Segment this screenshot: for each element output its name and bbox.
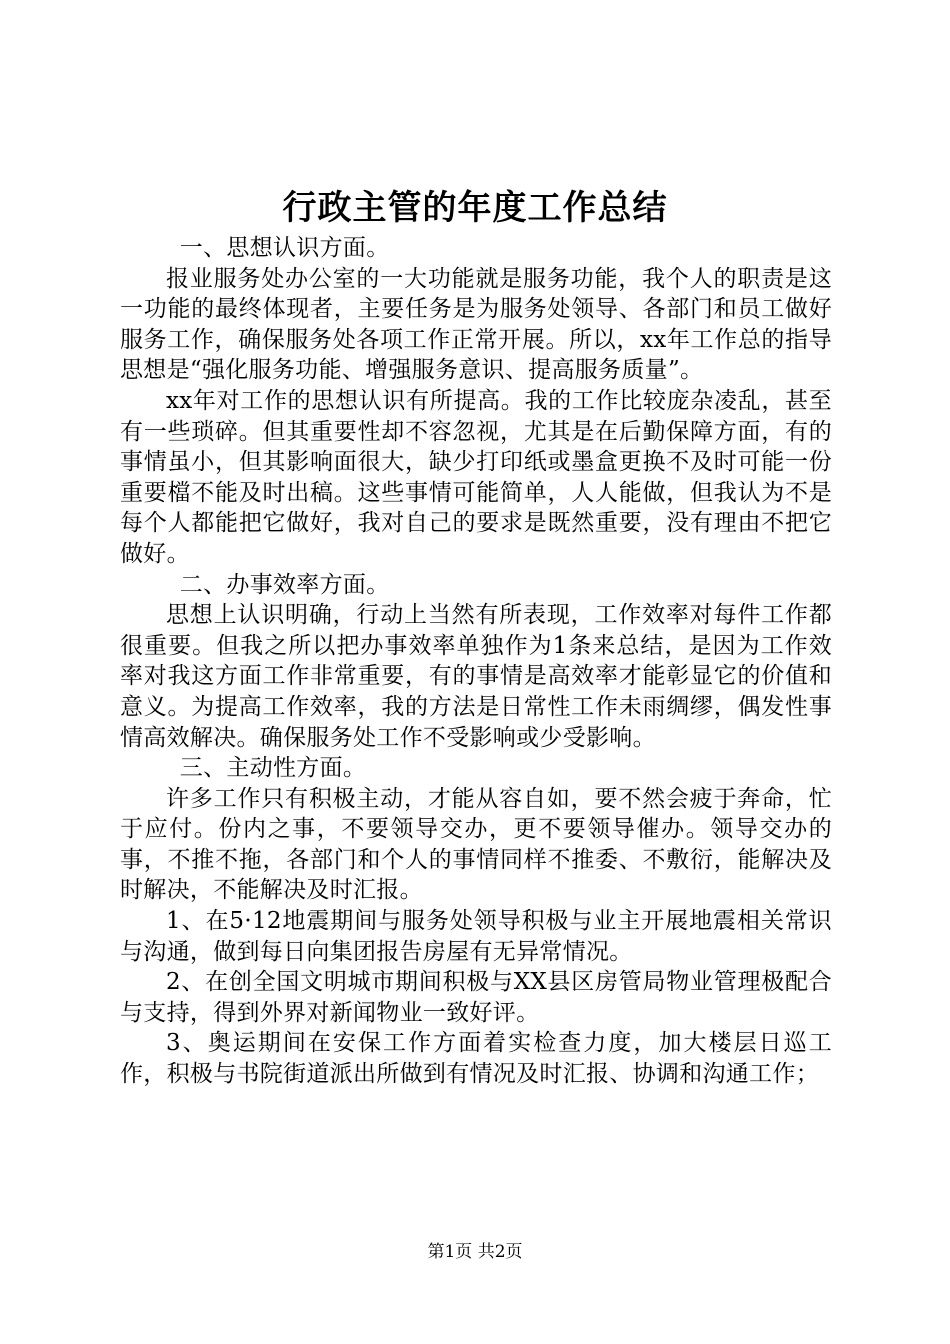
document-title: 行政主管的年度工作总结 <box>282 188 668 228</box>
list-item: 2、在创全国文明城市期间积极与XX县区房管局物业管理极配合与支持，得到外界对新闻物业一致好评。 <box>120 969 832 1026</box>
section-heading: 二、办事效率方面。 <box>179 571 390 598</box>
paragraph: 思想上认识明确，行动上当然有所表现，工作效率对每件工作都很重要。但我之所以把办事效率单独作为1条来总结，是因为工作效率对我这方面工作非常重要，有的事情是高效率才能彰显它的价值和意义。为提高工作效率，我的方法是日常性工作未雨绸缪，偶发性事情高效解决。确保服务处工作不受影响或少受影响。 <box>120 602 832 751</box>
list-item: 3、奥运期间在安保工作方面着实检查力度，加大楼层日巡工作，积极与书院街道派出所做到有情况及时汇报、协调和沟通工作； <box>120 1030 832 1088</box>
page-footer: 第1页 共2页 <box>427 1242 523 1262</box>
paragraph: 报业服务处办公室的一大功能就是服务功能，我个人的职责是这一功能的最终体现者，主要任务是为服务处领导、各部门和员工做好服务工作，确保服务处各项工作正常开展。所以，xx年工作总的指导思想是“强化服务功能、增强服务意识、提高服务质量”。 <box>120 265 832 384</box>
paragraph: 许多工作只有积极主动，才能从容自如，要不然会疲于奔命，忙于应付。份内之事，不要领导交办，更不要领导催办。领导交办的事，不推不拖，各部门和个人的事情同样不推委、不敷衍，能解决及时解决，不能解决及时汇报。 <box>120 785 832 904</box>
list-item: 1、在5·12地震期间与服务处领导积极与业主开展地震相关常识与沟通，做到每日向集团报告房屋有无异常情况。 <box>120 908 832 965</box>
document-body <box>120 233 832 1090</box>
section-heading: 三、主动性方面。 <box>179 755 367 782</box>
paragraph: xx年对工作的思想认识有所提高。我的工作比较庞杂凌乱，甚至有一些琐碎。但其重要性却不容忽视，尤其是在后勤保障方面，有的事情虽小，但其影响面很大，缺少打印纸或墨盒更换不及时可能一份重要檔不能及时出稿。这些事情可能简单，人人能做，但我认为不是每个人都能把它做好，我对自己的要求是既然重要，没有理由不把它做好。 <box>120 387 832 567</box>
section-heading: 一、思想认识方面。 <box>179 235 390 261</box>
